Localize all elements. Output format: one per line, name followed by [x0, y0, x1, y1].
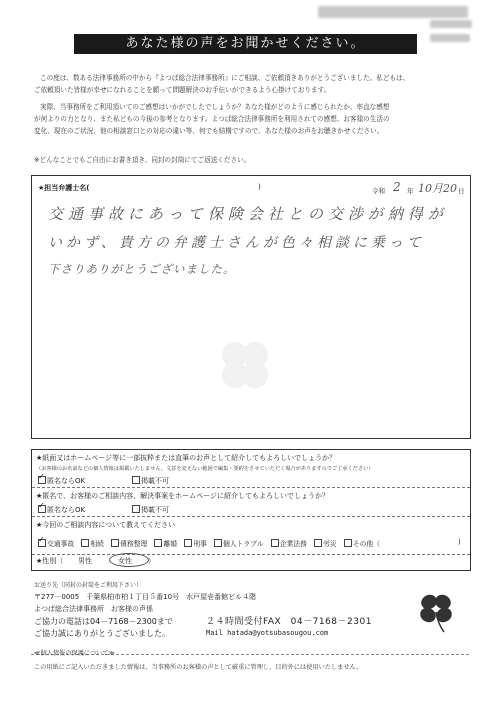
intro-line-5: 変化、現在のご状況、他の相談窓口との対応の違い等、何でも結構ですので、あなた様のお声をお聴きかせください。 — [34, 127, 384, 135]
question-1-note: （お客様のお名前などの個人情報は掲載いたしません。文意を変えない範囲で編集・要約をさせていただく場合がありますのでご了承ください） — [36, 466, 374, 472]
watermark-clover-icon — [210, 330, 280, 400]
q3-option-inheritance[interactable]: 相続 — [81, 540, 104, 548]
redacted-header-info-2 — [430, 20, 472, 28]
q1-no-publish-label: 掲載不可 — [141, 477, 169, 485]
q3-option-traffic[interactable]: ✓交通事故 — [38, 540, 74, 548]
office-fax: ２４時間受付FAX 04－7168－2301 — [206, 617, 372, 627]
q2-option-no-publish[interactable] — [132, 505, 169, 515]
office-dept: よつば総合法律事務所 お客様の声係 — [34, 605, 153, 613]
intro-line-4: が何よりの力となり、また私どもの今後の参考となります。よつば総合法律事務所を利用されての感想、お客様の生活の — [34, 115, 390, 123]
q1-anonymous-ok-label: 匿名ならOK — [47, 477, 86, 485]
q1-no-publish-checkbox[interactable] — [132, 476, 140, 484]
q3-option-criminal[interactable]: 刑事 — [184, 540, 207, 548]
q3-personal-checkbox[interactable] — [214, 539, 222, 547]
q3-debt-checkbox[interactable] — [111, 539, 119, 547]
privacy-title: ≪個人情報の保護について≫ — [34, 650, 115, 657]
q3-traffic-checkbox[interactable] — [38, 539, 46, 547]
q3-option-personal[interactable]: 個人トラブル — [214, 540, 264, 548]
q3-other-checkbox[interactable] — [344, 539, 352, 547]
question-1: ★紙面又はホームページ等に一部抜粋または直筆のお声として紹介してもよろしいでしょうか？ — [36, 454, 337, 462]
q3-option-divorce[interactable]: 離婚 — [154, 540, 177, 548]
question-3: ★今回のご相談内容について教えてください — [36, 521, 176, 529]
office-address: 〒277－0005 千葉県柏市柏１丁目５番10号 水戸屋壱番館ビル４階 — [34, 593, 257, 601]
date-month-day: 10月20 — [418, 182, 457, 195]
question-2: ★匿名で、お客様のご相談内容、解決事案をホームページに紹介してもよろしいでしょうか？ — [36, 492, 329, 500]
office-phone: ご協力の電話は04－7168－2300まで — [34, 617, 173, 626]
intro-line-2: ご依頼頂いた皆様が幸せになれることを願って問題解決のお手伝いができるよう心掛けております。 — [34, 86, 331, 94]
q1-option-anonymous-ok[interactable] — [38, 476, 85, 486]
intro-line-1: この度は、数ある法律事務所の中から『よつば総合法律事務所』にご相談、ご依頼頂きありがとうございました。私どもは、 — [40, 74, 410, 82]
redacted-header-info — [318, 6, 468, 18]
page-title: あなた様の声をお聞かせください。 — [74, 34, 417, 54]
q2-no-publish-label: 掲載不可 — [141, 506, 169, 514]
q3-options — [38, 538, 380, 548]
q3-other-close: ) — [458, 538, 461, 546]
q1-option-no-publish[interactable] — [132, 476, 169, 486]
gender-option-female[interactable]: 女性 — [118, 557, 132, 565]
lawyer-name-close: ) — [258, 183, 261, 191]
comment-line-1: 交通事故にあって保険会社との交渉が納得が — [48, 205, 448, 223]
intro-line-3: 実際、当事務所をご利用頂いてのご感想はいかがでしたでしょうか？あなた様がどのように感じられたか、率直な感想 — [40, 103, 390, 111]
clover-logo-icon — [414, 590, 458, 636]
intro-note: ※どんなことでもご自由にお書き頂き、同封の封筒にてご返送ください。 — [34, 156, 251, 164]
q3-corporate-checkbox[interactable] — [271, 539, 279, 547]
q3-divorce-checkbox[interactable] — [154, 539, 162, 547]
gender-close: ） — [148, 557, 155, 565]
thanks-text: ご協力誠にありがとうございました。 — [34, 629, 170, 638]
q3-criminal-checkbox[interactable] — [184, 539, 192, 547]
q3-workers-comp-checkbox[interactable] — [314, 539, 322, 547]
q3-option-other[interactable]: その他（ — [344, 540, 380, 548]
comment-line-3: 下さりありがとうございました。 — [48, 262, 236, 276]
gender-label: ★性別（ — [36, 557, 64, 565]
q2-option-anonymous-ok[interactable] — [38, 505, 85, 515]
date-day-unit: 日 — [458, 187, 465, 195]
q3-inheritance-checkbox[interactable] — [81, 539, 89, 547]
q1-anonymous-ok-checkbox[interactable] — [38, 476, 46, 484]
privacy-text: この用紙にご記入いただきました情報は、当事務所のお客様の声として厳重に管理し、目的外には使用いたしません。 — [34, 664, 363, 671]
send-to-label: お送り先（同封の封筒をご利用下さい） — [34, 582, 143, 589]
q3-option-debt[interactable]: 債務整理 — [111, 540, 147, 548]
q2-no-publish-checkbox[interactable] — [132, 505, 140, 513]
date-year: 2 — [393, 180, 404, 194]
q2-anonymous-ok-checkbox[interactable] — [38, 505, 46, 513]
office-mail: Mail hatada@yotsubasougou.com — [206, 629, 329, 637]
gender-female-circle — [109, 553, 149, 567]
gender-option-male[interactable]: 男性 — [78, 557, 92, 565]
lawyer-name-label: ★担当弁護士名( — [38, 184, 90, 192]
comment-line-2: いかず、貴方の弁護士さんが色々相談に乗って — [48, 235, 425, 251]
date-year-unit: 年 — [407, 187, 414, 195]
date-era: 令和 — [372, 187, 385, 195]
q2-anonymous-ok-label: 匿名ならOK — [47, 506, 86, 514]
redacted-header-info-3 — [430, 34, 470, 42]
q3-option-workers-comp[interactable]: 労災 — [314, 540, 337, 548]
q3-option-corporate[interactable]: 企業法務 — [271, 540, 307, 548]
